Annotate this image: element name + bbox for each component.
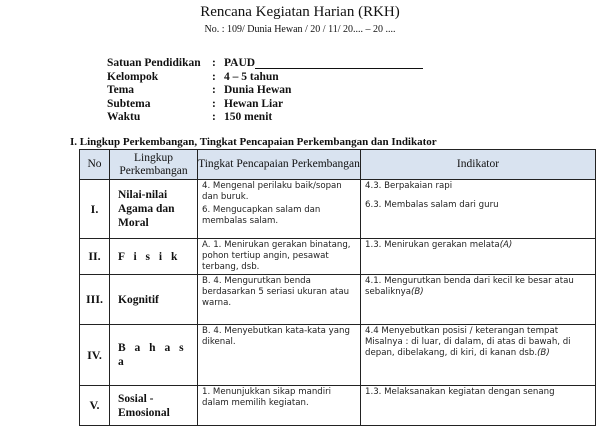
indicator-code: (A): [499, 240, 513, 250]
info-row-subtema: [107, 98, 423, 112]
row-aspect: B a h a s a: [110, 325, 198, 386]
tpp-text: 1. Menunjukkan sikap mandiri dalam memilih kegiatan.: [202, 387, 332, 408]
info-value-subtema: Hewan Liar: [224, 97, 284, 110]
header-lingkup: Lingkup Perkembangan: [110, 150, 198, 180]
row-number: II.: [80, 239, 110, 275]
info-value-waktu: 150 menit: [224, 111, 273, 124]
info-value-tema: Dunia Hewan: [224, 84, 292, 97]
table-row: [80, 325, 596, 386]
row-aspect: Sosial - Emosional: [110, 386, 198, 426]
row-indikator: [361, 275, 596, 325]
table-row: [80, 275, 596, 325]
table-row: [80, 386, 596, 426]
info-value-kelompok: 4 – 5 tahun: [224, 70, 279, 83]
indicator-code: (B): [411, 287, 424, 297]
row-indikator: [361, 239, 596, 275]
row-indikator: [361, 386, 596, 426]
tpp-text: B. 4. Menyebutkan kata-kata yang dikenal.: [202, 326, 350, 347]
info-colon: :: [212, 70, 216, 83]
info-label: Tema: [107, 84, 135, 97]
row-tpp: [198, 325, 361, 386]
tpp-text: B. 4. Mengurutkan benda berdasarkan 5 seriasi ukuran atau warna.: [202, 276, 350, 308]
info-label: Kelompok: [107, 70, 159, 83]
indicator-text: 1.3. Menirukan gerakan melata: [365, 240, 500, 250]
table-header-row: [80, 150, 596, 180]
header-indikator: Indikator: [361, 150, 596, 180]
row-tpp: [198, 239, 361, 275]
header-tpp: Tingkat Pencapaian Perkembangan: [198, 150, 361, 180]
info-row-tema: [107, 84, 423, 98]
row-number: V.: [80, 386, 110, 426]
info-colon: :: [212, 84, 216, 97]
info-row-waktu: [107, 111, 423, 125]
info-colon: :: [212, 111, 216, 124]
info-row-satuan: [107, 57, 423, 71]
info-label: Subtema: [107, 97, 151, 110]
table-row: [80, 180, 596, 239]
tpp-text: 4. Mengenal perilaku baik/sopan dan buruk.: [202, 181, 342, 202]
row-number: IV.: [80, 325, 110, 386]
development-table: [79, 149, 596, 426]
info-colon: :: [212, 97, 216, 110]
indicator-text: 4.3. Berpakaian rapi: [365, 181, 453, 191]
document-title: Rencana Kegiatan Harian (RKH): [200, 4, 400, 20]
indicator-text: 4.4 Menyebutkan posisi / keterangan tempat Misalnya : di luar, di dalam, di atas di bawah, di depan, dibelakang, di kiri, di kanan dsb.: [365, 326, 571, 358]
row-aspect: Nilai-nilai Agama dan Moral: [110, 180, 198, 239]
indicator-code: (B): [537, 348, 550, 358]
row-indikator: [361, 180, 596, 239]
document-number: No. : 109/ Dunia Hewan / 20 / 11/ 20.... – 20 ....: [204, 24, 396, 35]
indicator-text: 1.3. Melaksanakan kegiatan dengan senang: [365, 387, 555, 397]
row-number: I.: [80, 180, 110, 239]
row-tpp: [198, 275, 361, 325]
section-title: I. Lingkup Perkembangan, Tingkat Pencapaian Perkembangan dan Indikator: [70, 136, 437, 148]
indicator-text: 4.1. Mengurutkan benda dari kecil ke besar atau sebaliknya: [365, 276, 574, 297]
info-row-kelompok: [107, 71, 423, 85]
tpp-text: A. 1. Menirukan gerakan binatang, pohon tertiup angin, pesawat terbang, dsb.: [202, 240, 351, 272]
info-label: Satuan Pendidikan: [107, 57, 201, 69]
indicator-text: 6.3. Membalas salam dari guru: [365, 200, 499, 210]
row-aspect: F i s i k: [110, 239, 198, 275]
table-row: [80, 239, 596, 275]
info-value-satuan: PAUD: [224, 57, 256, 69]
header-no: No: [80, 150, 110, 180]
indicator-cell: [361, 275, 595, 299]
info-colon: :: [212, 57, 216, 69]
row-number: III.: [80, 275, 110, 325]
row-tpp: [198, 180, 361, 239]
row-tpp: [198, 386, 361, 426]
row-aspect: Kognitif: [110, 275, 198, 325]
identity-block: [107, 57, 423, 125]
tpp-text: 6. Mengucapkan salam dan membalas salam.: [202, 205, 321, 226]
indicator-cell: [361, 325, 595, 360]
row-indikator: [361, 325, 596, 386]
fill-in-line: [255, 57, 423, 69]
info-label: Waktu: [107, 111, 141, 124]
indicator-cell: [361, 239, 595, 252]
